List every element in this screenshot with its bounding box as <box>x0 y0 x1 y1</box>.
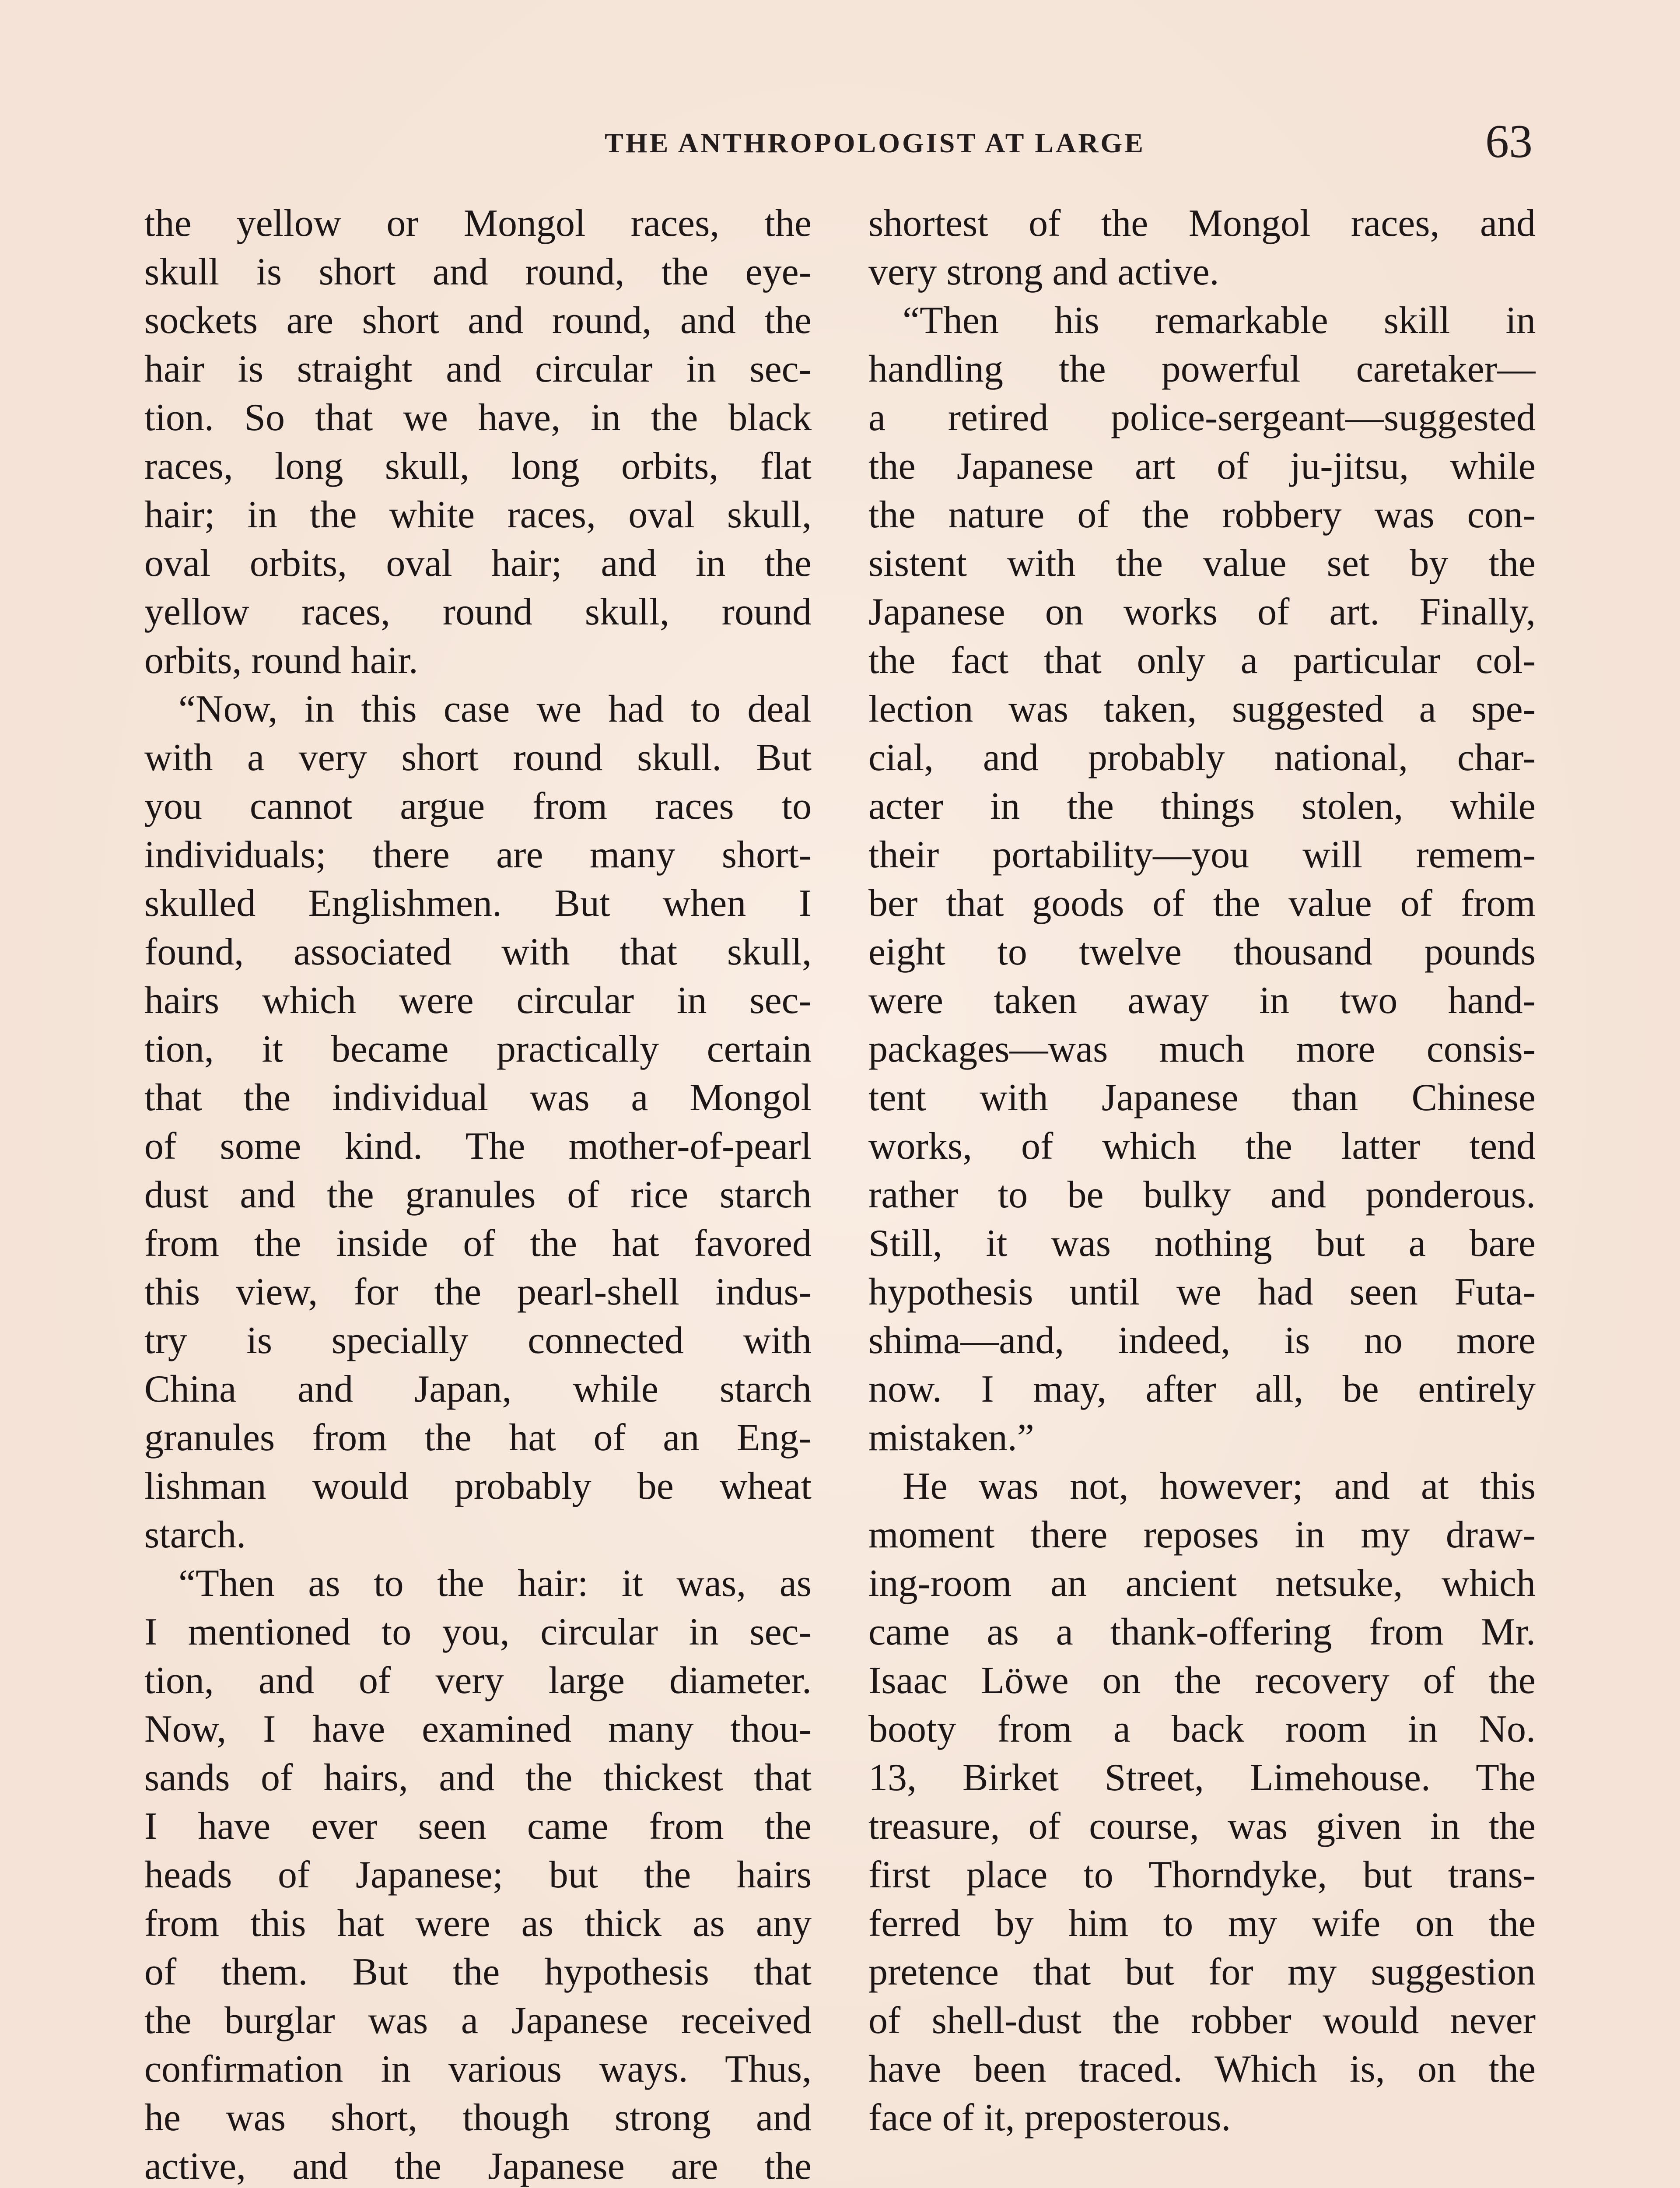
text-line: tion, it became practically certain <box>144 1028 812 1070</box>
text-line: pretence that but for my suggestion <box>868 1951 1536 1993</box>
text-line: active, and the Japanese are the <box>144 2145 812 2188</box>
text-line: now. I may, after all, be entirely <box>868 1368 1536 1410</box>
text-line: “Then his remarkable skill in <box>903 299 1536 342</box>
text-line: skulled Englishmen. But when I <box>144 882 812 925</box>
text-line: the yellow or Mongol races, the <box>144 202 812 245</box>
text-line: Now, I have examined many thou- <box>144 1708 812 1750</box>
text-line: hair is straight and circular in sec- <box>144 348 812 390</box>
text-line: heads of Japanese; but the hairs <box>144 1854 812 1896</box>
text-line: of them. But the hypothesis that <box>144 1951 812 1993</box>
text-line: booty from a back room in No. <box>868 1708 1536 1750</box>
text-line: a retired police-sergeant—suggested <box>868 396 1536 439</box>
text-line: moment there reposes in my draw- <box>868 1514 1536 1556</box>
text-line: their portability—you will remem- <box>868 834 1536 876</box>
text-line: “Now, in this case we had to deal <box>178 688 812 730</box>
text-line: I have ever seen came from the <box>144 1805 812 1848</box>
text-line: acter in the things stolen, while <box>868 785 1536 828</box>
text-line: he was short, though strong and <box>144 2097 812 2139</box>
text-line: eight to twelve thousand pounds <box>868 931 1536 973</box>
text-line: shortest of the Mongol races, and <box>868 202 1536 245</box>
page-number: 63 <box>1485 116 1533 168</box>
text-line: face of it, preposterous. <box>868 2097 1231 2139</box>
text-line: lishman would probably be wheat <box>144 1465 812 1508</box>
text-line: have been traced. Which is, on the <box>868 2048 1536 2090</box>
text-line: hairs which were circular in sec- <box>144 979 812 1022</box>
text-line: from this hat were as thick as any <box>144 1902 812 1945</box>
text-line: hypothesis until we had seen Futa- <box>868 1271 1536 1313</box>
text-line: mistaken.” <box>868 1417 1034 1459</box>
text-line: granules from the hat of an Eng- <box>144 1417 812 1459</box>
text-line: skull is short and round, the eye- <box>144 251 812 293</box>
text-line: you cannot argue from races to <box>144 785 812 828</box>
text-line: came as a thank-offering from Mr. <box>868 1611 1536 1653</box>
text-line: sistent with the value set by the <box>868 542 1536 585</box>
text-line: ing-room an ancient netsuke, which <box>868 1562 1536 1605</box>
text-line: China and Japan, while starch <box>144 1368 812 1410</box>
text-line: sockets are short and round, and the <box>144 299 812 342</box>
text-line: tent with Japanese than Chinese <box>868 1076 1536 1119</box>
text-line: ferred by him to my wife on the <box>868 1902 1536 1945</box>
text-line: “Then as to the hair: it was, as <box>178 1562 812 1605</box>
text-line: individuals; there are many short- <box>144 834 812 876</box>
text-line: dust and the granules of rice starch <box>144 1174 812 1216</box>
text-line: handling the powerful caretaker— <box>868 348 1536 390</box>
text-line: ber that goods of the value of from <box>868 882 1536 925</box>
right-text-column <box>868 199 1536 2142</box>
text-line: starch. <box>144 1514 246 1556</box>
text-line: 13, Birket Street, Limehouse. The <box>868 1757 1536 1799</box>
text-line: of some kind. The mother-of-pearl <box>144 1125 812 1168</box>
text-line: oval orbits, oval hair; and in the <box>144 542 812 585</box>
text-line: packages—was much more consis- <box>868 1028 1536 1070</box>
text-line: sands of hairs, and the thickest that <box>144 1757 812 1799</box>
text-line: confirmation in various ways. Thus, <box>144 2048 812 2090</box>
text-line: found, associated with that skull, <box>144 931 812 973</box>
text-line: with a very short round skull. But <box>144 736 812 779</box>
running-header: THE ANTHROPOLOGIST AT LARGE <box>605 127 1145 158</box>
text-line: races, long skull, long orbits, flat <box>144 445 812 487</box>
text-line: I mentioned to you, circular in sec- <box>144 1611 812 1653</box>
text-line: rather to be bulky and ponderous. <box>868 1174 1536 1216</box>
text-line: the fact that only a particular col- <box>868 639 1536 682</box>
text-line: tion, and of very large diameter. <box>144 1659 812 1702</box>
text-line: try is specially connected with <box>144 1319 812 1362</box>
left-text-column <box>144 199 812 2188</box>
text-line: the Japanese art of ju-jitsu, while <box>868 445 1536 487</box>
text-line: very strong and active. <box>868 251 1219 293</box>
text-line: He was not, however; and at this <box>903 1465 1536 1508</box>
text-line: works, of which the latter tend <box>868 1125 1536 1168</box>
text-line: the burglar was a Japanese received <box>144 1999 812 2042</box>
text-line: hair; in the white races, oval skull, <box>144 494 812 536</box>
text-line: yellow races, round skull, round <box>144 591 812 633</box>
text-line: Still, it was nothing but a bare <box>868 1222 1536 1265</box>
text-line: the nature of the robbery was con- <box>868 494 1536 536</box>
text-line: of shell-dust the robber would never <box>868 1999 1536 2042</box>
text-line: treasure, of course, was given in the <box>868 1805 1536 1848</box>
text-line: orbits, round hair. <box>144 639 418 682</box>
text-line: lection was taken, suggested a spe- <box>868 688 1536 730</box>
text-line: tion. So that we have, in the black <box>144 396 812 439</box>
text-line: Japanese on works of art. Finally, <box>868 591 1536 633</box>
text-line: Isaac Löwe on the recovery of the <box>868 1659 1536 1702</box>
text-line: cial, and probably national, char- <box>868 736 1536 779</box>
text-line: first place to Thorndyke, but trans- <box>868 1854 1536 1896</box>
text-line: from the inside of the hat favored <box>144 1222 812 1265</box>
text-line: that the individual was a Mongol <box>144 1076 812 1119</box>
text-line: this view, for the pearl-shell indus- <box>144 1271 812 1313</box>
text-line: were taken away in two hand- <box>868 979 1536 1022</box>
text-line: shima—and, indeed, is no more <box>868 1319 1536 1362</box>
